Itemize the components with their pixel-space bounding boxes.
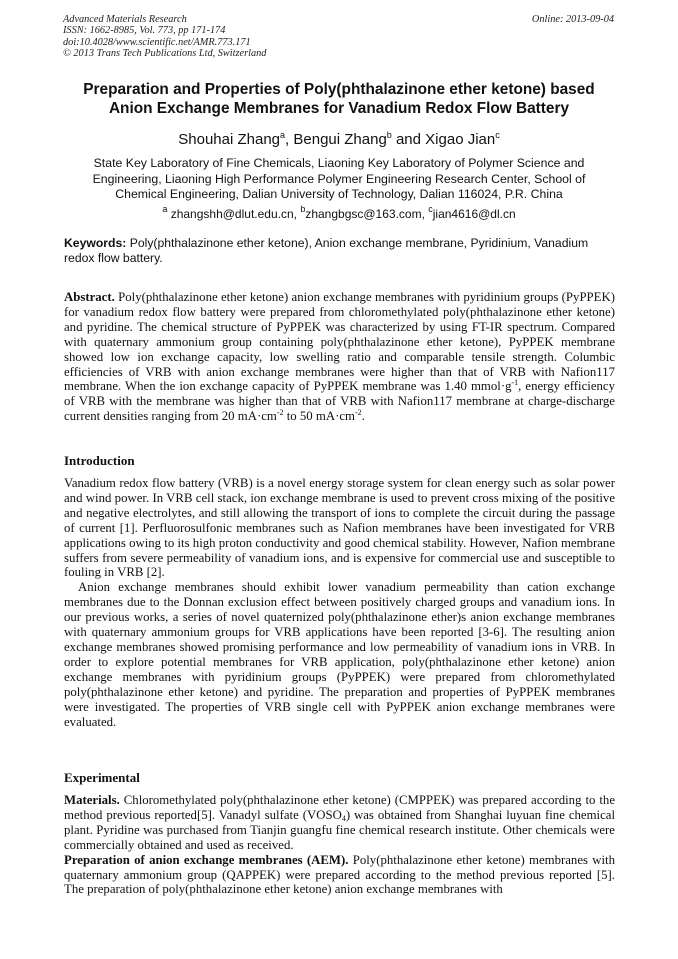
materials-text: ) was obtained from Shanghai luyuan fine chemical plant. Pyridine was purchased from Tianjin guangfu fine chemical research institute. Other chemicals were commercially obtained and used as received.: [64, 807, 616, 852]
abstract-text: , energy efficiency of VRB with the membrane was higher than that of VRB with Nafion117 membrane at charge-discharge current densities ranging from 20 mA·cm: [64, 379, 615, 424]
journal-doi: doi:10.4028/www.scientific.net/AMR.773.171: [63, 36, 251, 48]
intro-paragraph-1: Vanadium redox flow battery (VRB) is a novel energy storage system for clean energy such as solar power and wind power. In VRB cell stack, ion exchange membrane is used to prevent cross mixing of the positive and negative electrolytes, and still allowing the transport of ions to complete the circuit during the passage of current [1]. Perfluorosulfonic membranes such as Nafion membranes have been investigated for VRB applications owing to its high proton conductivity and good chemical stability. However, Nafion membrane suffers from severe permeability of vanadium ions, and is expensive for commercial use and susceptible to fouling in VRB [2].: [64, 476, 615, 580]
keywords-label: Keywords:: [64, 236, 127, 250]
author-separator: ,: [285, 131, 294, 148]
keywords-text: Poly(phthalazinone ether ketone), Anion exchange membrane, Pyridinium, Vanadium redox flow battery.: [64, 236, 589, 266]
abstract-text: Poly(phthalazinone ether ketone) anion exchange membranes with pyridinium groups (PyPPEK) for vanadium redox flow battery were prepared from chloromethylated poly(phthalazinone ether ketone) and pyridine. The chemical structure of PyPPEK was characterized by using FT-IR spectrum. Compared with quaternary ammonium group containing poly(phthalazinone ether ketone), PyPPEK membrane showed low ion exchange capacity, low swelling ratio and comparable tensile strength. Columbic efficiencies of VRB with anion exchange membranes were higher than that of VRB with Nafion117 membrane. When the ion exchange capacity of PyPPEK membrane was 1.40 mmol·g: [64, 290, 615, 394]
email-separator: ,: [421, 207, 429, 221]
title-line-1: Preparation and Properties of Poly(phthalazinone ether ketone) based: [83, 81, 595, 98]
journal-copyright: © 2013 Trans Tech Publications Ltd, Switzerland: [63, 48, 267, 60]
abstract-superscript: -1: [511, 378, 519, 388]
author-1-mark: a: [280, 130, 286, 140]
journal-header: [63, 14, 266, 60]
introduction-body: [64, 476, 615, 729]
affiliation: State Key Laboratory of Fine Chemicals, Liaoning Key Laboratory of Polymer Science and Engineering, Liaoning High Performance Polymer Engineering Research Center, School of Chemical Engineering, Dalian University of Technology, Dalian 116024, P.R. China: [92, 156, 586, 202]
email-a-mark: a: [162, 204, 168, 214]
preparation-text: Poly(phthalazinone ether ketone) membranes with quaternary ammonium group (QAPPEK) were prepared according to the method previous reported [5]. The preparation of poly(phthalazinone ether ketone) anion exchange membranes with: [64, 852, 615, 897]
email-b-mark: b: [300, 204, 306, 214]
keywords: [64, 236, 615, 267]
author-3: Xigao Jian: [425, 131, 496, 148]
email-b[interactable]: zhangbgsc@163.com: [305, 207, 422, 221]
materials-label: Materials.: [64, 793, 120, 807]
journal-name: Advanced Materials Research: [63, 14, 187, 25]
abstract-label: Abstract.: [64, 290, 115, 304]
author-2: Bengui Zhang: [293, 131, 387, 148]
email-c[interactable]: jian4616@dl.cn: [432, 207, 516, 221]
email-a[interactable]: zhangshh@dlut.edu.cn: [170, 207, 294, 221]
paper-title: [50, 80, 628, 118]
materials-subscript: 4: [341, 813, 346, 823]
experimental-heading: Experimental: [64, 770, 140, 785]
introduction-heading: Introduction: [64, 453, 135, 468]
abstract-text: to 50 mA·cm: [283, 409, 355, 424]
journal-issn: ISSN: 1662-8985, Vol. 773, pp 171-174: [63, 25, 226, 37]
preparation-paragraph: [64, 853, 615, 898]
author-1: Shouhai Zhang: [178, 131, 281, 148]
abstract-superscript: -2: [276, 408, 284, 418]
online-date: Online: 2013-09-04: [531, 14, 614, 25]
title-line-2: Anion Exchange Membranes for Vanadium Redox Flow Battery: [108, 100, 570, 117]
experimental-body: [64, 793, 615, 897]
materials-paragraph: [64, 793, 615, 853]
intro-paragraph-2: Anion exchange membranes should exhibit lower vanadium permeability than cation exchange membranes due to the Donnan exclusion effect between positively charged groups and vanadium ions. In our previous works, a series of novel quaternized poly(phthalazinone ether)s anion exchange membranes with quaternary ammonium groups for VRB applications have been reported [3-6]. The resulting anion exchange membranes showed promising performance and low permeability of vanadium ions in VRB. In order to explore potential membranes for VRB application, poly(phthalazinone ether ketone) anion exchange membranes with pyridinium groups (PyPPEK) were prepared from chloromethylated poly(phthalazinone ether ketone) and pyridine. The preparation and properties of PyPPEK membranes were investigated. The properties of VRB single cell with PyPPEK anion exchange membranes were evaluated.: [64, 580, 615, 729]
author-list: [50, 131, 628, 149]
preparation-label: Preparation of anion exchange membranes (AEM).: [64, 852, 349, 867]
abstract-superscript: -2: [355, 408, 362, 418]
abstract-text: .: [361, 409, 365, 424]
materials-text: Chloromethylated poly(phthalazinone ether ketone) (CMPPEK) was prepared according to the method previous reported[5]. Vanadyl sulfate (VOSO: [64, 793, 615, 822]
email-c-mark: c: [428, 204, 433, 214]
author-3-mark: c: [495, 130, 500, 140]
abstract: [64, 290, 615, 424]
email-list: [50, 204, 628, 222]
author-2-mark: b: [386, 130, 392, 140]
email-separator: ,: [293, 207, 301, 221]
author-separator: and: [391, 131, 426, 148]
